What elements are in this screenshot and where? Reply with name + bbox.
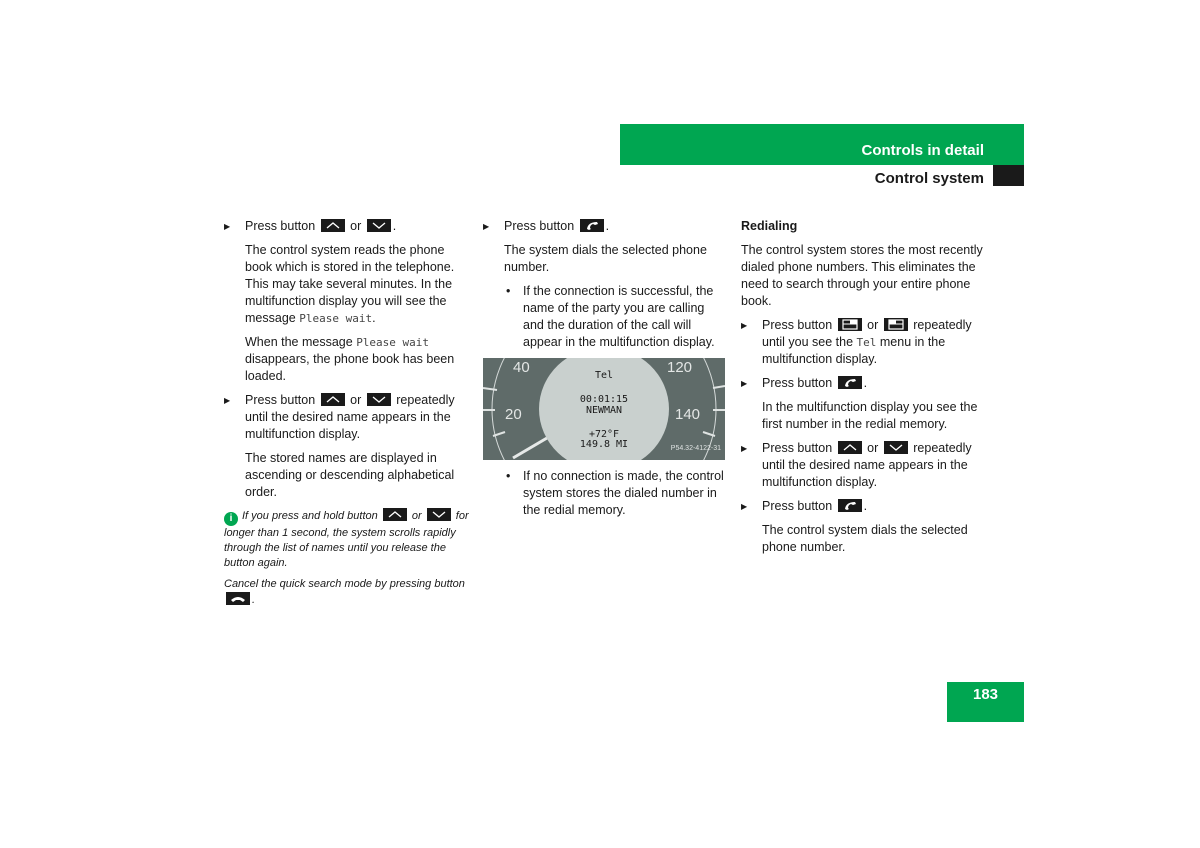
section-subtitle: Control system <box>874 170 984 187</box>
display-mileage: 149.8 MI <box>579 439 629 450</box>
info-note: i If you press and hold button or for longer than 1 second, the system scrolls rapidly through the list of names until you release the button again. <box>224 510 469 569</box>
bullet-no-connection: • If no connection is made, the control system stores the dialed number in the redial memory. <box>483 468 728 519</box>
phone-handset-icon <box>580 219 604 232</box>
gauge-label-140: 140 <box>675 406 701 423</box>
end-call-icon <box>226 592 250 605</box>
paragraph-dials-selected: The control system dials the selected phone number. <box>762 523 968 554</box>
arrow-down-key-icon <box>427 508 451 521</box>
step-select-tel-menu: ▶ Press button or repeatedly until you see the Tel menu in the multifunction display. <box>741 317 986 368</box>
paragraph-phonebook-read: The control system reads the phone book which is stored in the telephone. This may take several minutes. In the multifunction display you will see the message Please wait. <box>245 243 455 325</box>
step-press-repeatedly: ▶ Press button or repeatedly until the desired name appears in the multifunction display. <box>224 392 469 443</box>
gauge-label-40: 40 <box>513 359 530 376</box>
arrow-up-key-icon <box>838 441 862 454</box>
paragraph-redial-intro: The control system stores the most recently dialed phone numbers. This eliminates the need to search through your entire phone book. <box>741 243 983 308</box>
info-note-cancel: Cancel the quick search mode by pressing button . <box>224 578 465 606</box>
paragraph-first-number: In the multifunction display you see the first number in the redial memory. <box>762 400 978 431</box>
header-marker <box>993 165 1024 186</box>
arrow-up-key-icon <box>321 393 345 406</box>
display-contact-name: NEWMAN <box>585 405 623 416</box>
bullet-connection-success: • If the connection is successful, the name of the party you are calling and the duration of the call will appear in the multifunction display. <box>483 283 728 351</box>
step-press-phone: ▶ Press button . <box>483 218 728 235</box>
arrow-down-key-icon <box>367 393 391 406</box>
gauge-label-20: 20 <box>505 406 522 423</box>
redialing-heading: Redialing <box>741 219 798 233</box>
arrow-down-key-icon <box>884 441 908 454</box>
paragraph-phonebook-loaded: When the message Please wait disappears, the phone book has been loaded. <box>245 335 455 383</box>
page-number: 183 <box>947 682 1024 722</box>
phone-handset-icon <box>838 499 862 512</box>
gauge-label-120: 120 <box>667 359 693 376</box>
display-call-duration: 00:01:15 <box>579 394 629 405</box>
step-press-phone-redial: ▶ Press button . <box>741 375 986 392</box>
arrow-down-key-icon <box>367 219 391 232</box>
arrow-up-key-icon <box>383 508 407 521</box>
paragraph-dials: The system dials the selected phone number. <box>504 243 707 274</box>
info-icon: i <box>224 512 238 526</box>
next-menu-key-icon <box>884 318 908 331</box>
image-code: P54.32-4122-31 <box>670 445 721 452</box>
display-menu-name: Tel <box>594 370 614 381</box>
phone-handset-icon <box>838 376 862 389</box>
paragraph-sort-order: The stored names are displayed in ascending or descending alphabetical order. <box>245 451 455 499</box>
previous-menu-key-icon <box>838 318 862 331</box>
arrow-up-key-icon <box>321 219 345 232</box>
section-title: Controls in detail <box>861 142 984 159</box>
column-3 <box>741 218 986 563</box>
step-press-up-down: ▶ Press button or . <box>224 218 469 235</box>
multifunction-display-image <box>483 358 725 460</box>
column-1 <box>224 218 469 614</box>
display-temperature: +72°F <box>588 429 620 440</box>
step-select-name: ▶ Press button or repeatedly until the desired name appears in the multifunction display. <box>741 440 986 491</box>
column-2 <box>483 218 728 526</box>
step-press-phone-dial: ▶ Press button . <box>741 498 986 515</box>
